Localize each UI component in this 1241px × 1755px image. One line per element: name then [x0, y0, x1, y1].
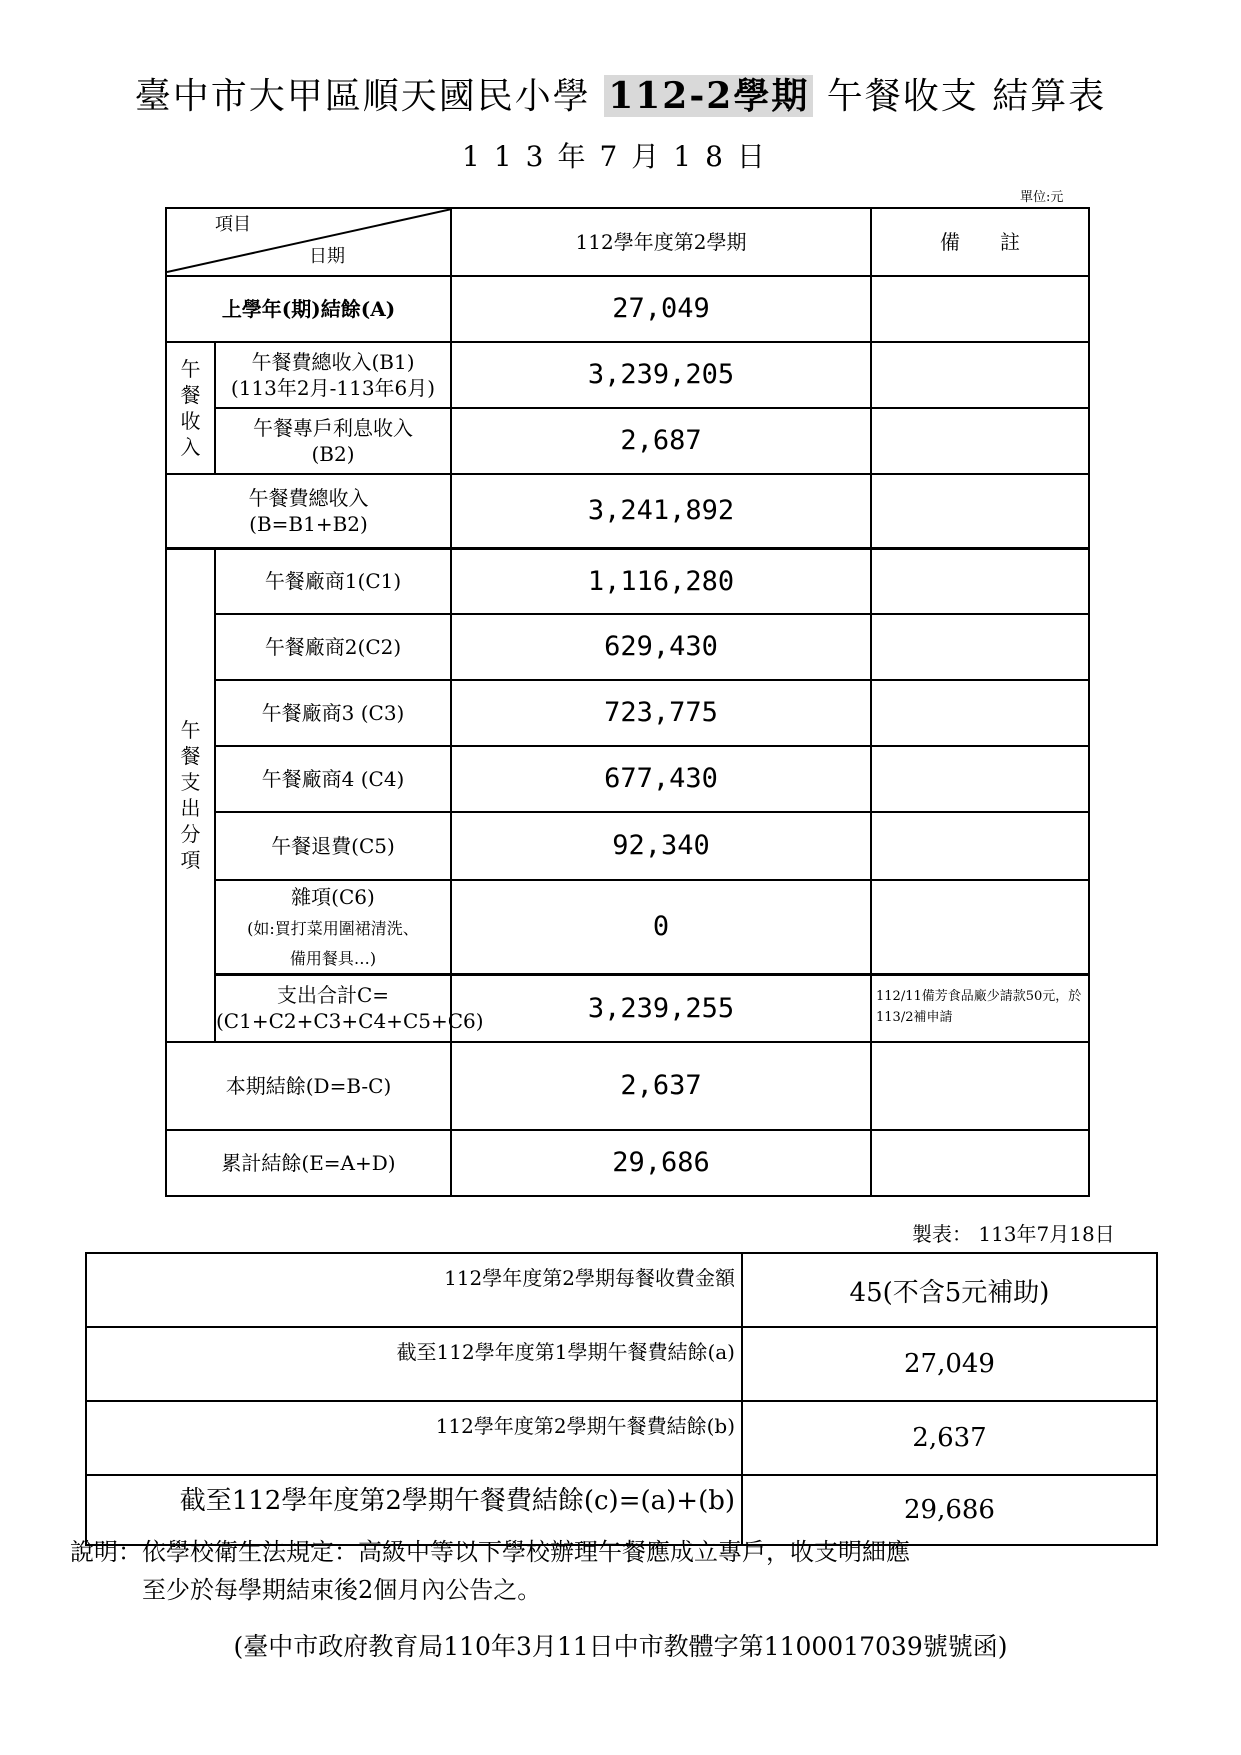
explanation — [70, 1533, 910, 1609]
table-row — [166, 342, 1089, 408]
summary-table — [85, 1252, 1158, 1546]
unit-label: 單位:元 — [1020, 190, 1064, 205]
b1-label-line1: 午餐費總收入(B1) — [251, 350, 415, 374]
note-cell — [871, 342, 1089, 408]
c-total-note: 112/11備芳食品廠少請款50元，於113/2補申請 — [871, 974, 1089, 1042]
note-cell — [871, 746, 1089, 812]
page-title — [0, 68, 1241, 119]
note-cell — [871, 474, 1089, 548]
prev-balance-label: 上學年(期)結餘(A) — [166, 276, 451, 342]
table-row — [166, 276, 1089, 342]
c2-label: 午餐廠商2(C2) — [215, 614, 451, 680]
table-row — [166, 974, 1089, 1042]
table-row — [86, 1401, 1157, 1475]
c-total-value: 3,239,255 — [451, 974, 871, 1042]
header-note: 備 註 — [871, 208, 1089, 276]
note-cell — [871, 680, 1089, 746]
note-cell — [871, 880, 1089, 974]
d-value: 2,637 — [451, 1042, 871, 1130]
header-item-date-cell — [166, 208, 451, 276]
note-cell — [871, 614, 1089, 680]
regulation-reference: (臺中市政府教育局110年3月11日中市教體字第1100017039號號函) — [233, 1632, 1008, 1661]
c4-value: 677,430 — [451, 746, 871, 812]
e-label: 累計結餘(E=A+D) — [166, 1130, 451, 1196]
b1-value: 3,239,205 — [451, 342, 871, 408]
summary-value: 27,049 — [742, 1327, 1157, 1401]
header-item: 項目 — [215, 214, 251, 235]
note-cell — [871, 1130, 1089, 1196]
note-cell — [871, 1042, 1089, 1130]
b2-label-line1: 午餐專戶利息收入 — [253, 416, 413, 440]
summary-label: 112學年度第2學期每餐收費金額 — [86, 1253, 742, 1327]
c3-value: 723,775 — [451, 680, 871, 746]
expense-group-label: 午 餐 支 出 分 項 — [166, 548, 215, 1042]
table-row — [166, 746, 1089, 812]
c6-label-line1: 雜項(C6) — [291, 884, 375, 909]
summary-label: 截至112學年度第1學期午餐費結餘(a) — [86, 1327, 742, 1401]
b1-label — [215, 342, 451, 408]
table-row — [166, 548, 1089, 614]
table-header-row — [166, 208, 1089, 276]
table-row — [166, 474, 1089, 548]
summary-value: 45(不含5元補助) — [742, 1253, 1157, 1327]
c1-label: 午餐廠商1(C1) — [215, 548, 451, 614]
c1-value: 1,116,280 — [451, 548, 871, 614]
b-total-value: 3,241,892 — [451, 474, 871, 548]
table-row — [166, 812, 1089, 880]
table-row — [166, 1130, 1089, 1196]
title-semester: 112-2學期 — [604, 75, 813, 117]
note-cell — [871, 408, 1089, 474]
c2-value: 629,430 — [451, 614, 871, 680]
lunch-balance-table — [165, 207, 1090, 1197]
table-row — [86, 1327, 1157, 1401]
explanation-line1: 說明：依學校衛生法規定：高級中等以下學校辦理午餐應成立專戶，收支明細應 — [70, 1538, 910, 1566]
c6-value: 0 — [451, 880, 871, 974]
table-row — [166, 1042, 1089, 1130]
note-cell — [871, 276, 1089, 342]
b2-value: 2,687 — [451, 408, 871, 474]
c-total-label-line2: (C1+C2+C3+C4+C5+C6) — [216, 1009, 484, 1034]
b1-label-line2: (113年2月-113年6月) — [230, 376, 436, 400]
note-cell — [871, 548, 1089, 614]
summary-label: 截至112學年度第2學期午餐費結餘(c)=(a)+(b) — [86, 1475, 742, 1545]
summary-label: 112學年度第2學期午餐費結餘(b) — [86, 1401, 742, 1475]
c-total-label — [215, 974, 484, 1042]
explanation-line2: 至少於每學期結束後2個月內公告之。 — [70, 1576, 542, 1604]
table-row — [166, 880, 1089, 974]
b-total-label-line1: 午餐費總收入 — [248, 485, 369, 510]
b2-label-line2: (B2) — [311, 442, 355, 466]
summary-value: 29,686 — [742, 1475, 1157, 1545]
summary-value: 2,637 — [742, 1401, 1157, 1475]
c3-label: 午餐廠商3 (C3) — [215, 680, 451, 746]
note-cell — [871, 812, 1089, 880]
table-row — [166, 680, 1089, 746]
b-total-label-line2: (B=B1+B2) — [249, 511, 368, 536]
c5-value: 92,340 — [451, 812, 871, 880]
c5-label: 午餐退費(C5) — [215, 812, 451, 880]
e-value: 29,686 — [451, 1130, 871, 1196]
header-period: 112學年度第2學期 — [451, 208, 871, 276]
report-date: 113年7月18日 — [462, 140, 779, 173]
table-row — [166, 408, 1089, 474]
d-label: 本期結餘(D=B-C) — [166, 1042, 451, 1130]
table-row — [86, 1253, 1157, 1327]
c-total-label-line1: 支出合計C= — [276, 983, 390, 1008]
income-group-label: 午 餐 收 入 — [166, 342, 215, 474]
title-subject: 午餐收支 結算表 — [826, 76, 1107, 117]
title-school: 臺中市大甲區順天國民小學 — [134, 76, 591, 117]
table-row — [166, 614, 1089, 680]
c4-label: 午餐廠商4 (C4) — [215, 746, 451, 812]
prev-balance-value: 27,049 — [451, 276, 871, 342]
c6-label-line2: (如:買打菜用圍裙清洗、 — [247, 918, 419, 938]
header-date: 日期 — [309, 246, 345, 267]
c6-label — [215, 880, 451, 974]
b2-label — [215, 408, 451, 474]
c6-label-line3: 備用餐具…) — [289, 948, 377, 968]
b-total-label — [166, 474, 451, 548]
prepared-date: 製表： 113年7月18日 — [912, 1222, 1115, 1246]
